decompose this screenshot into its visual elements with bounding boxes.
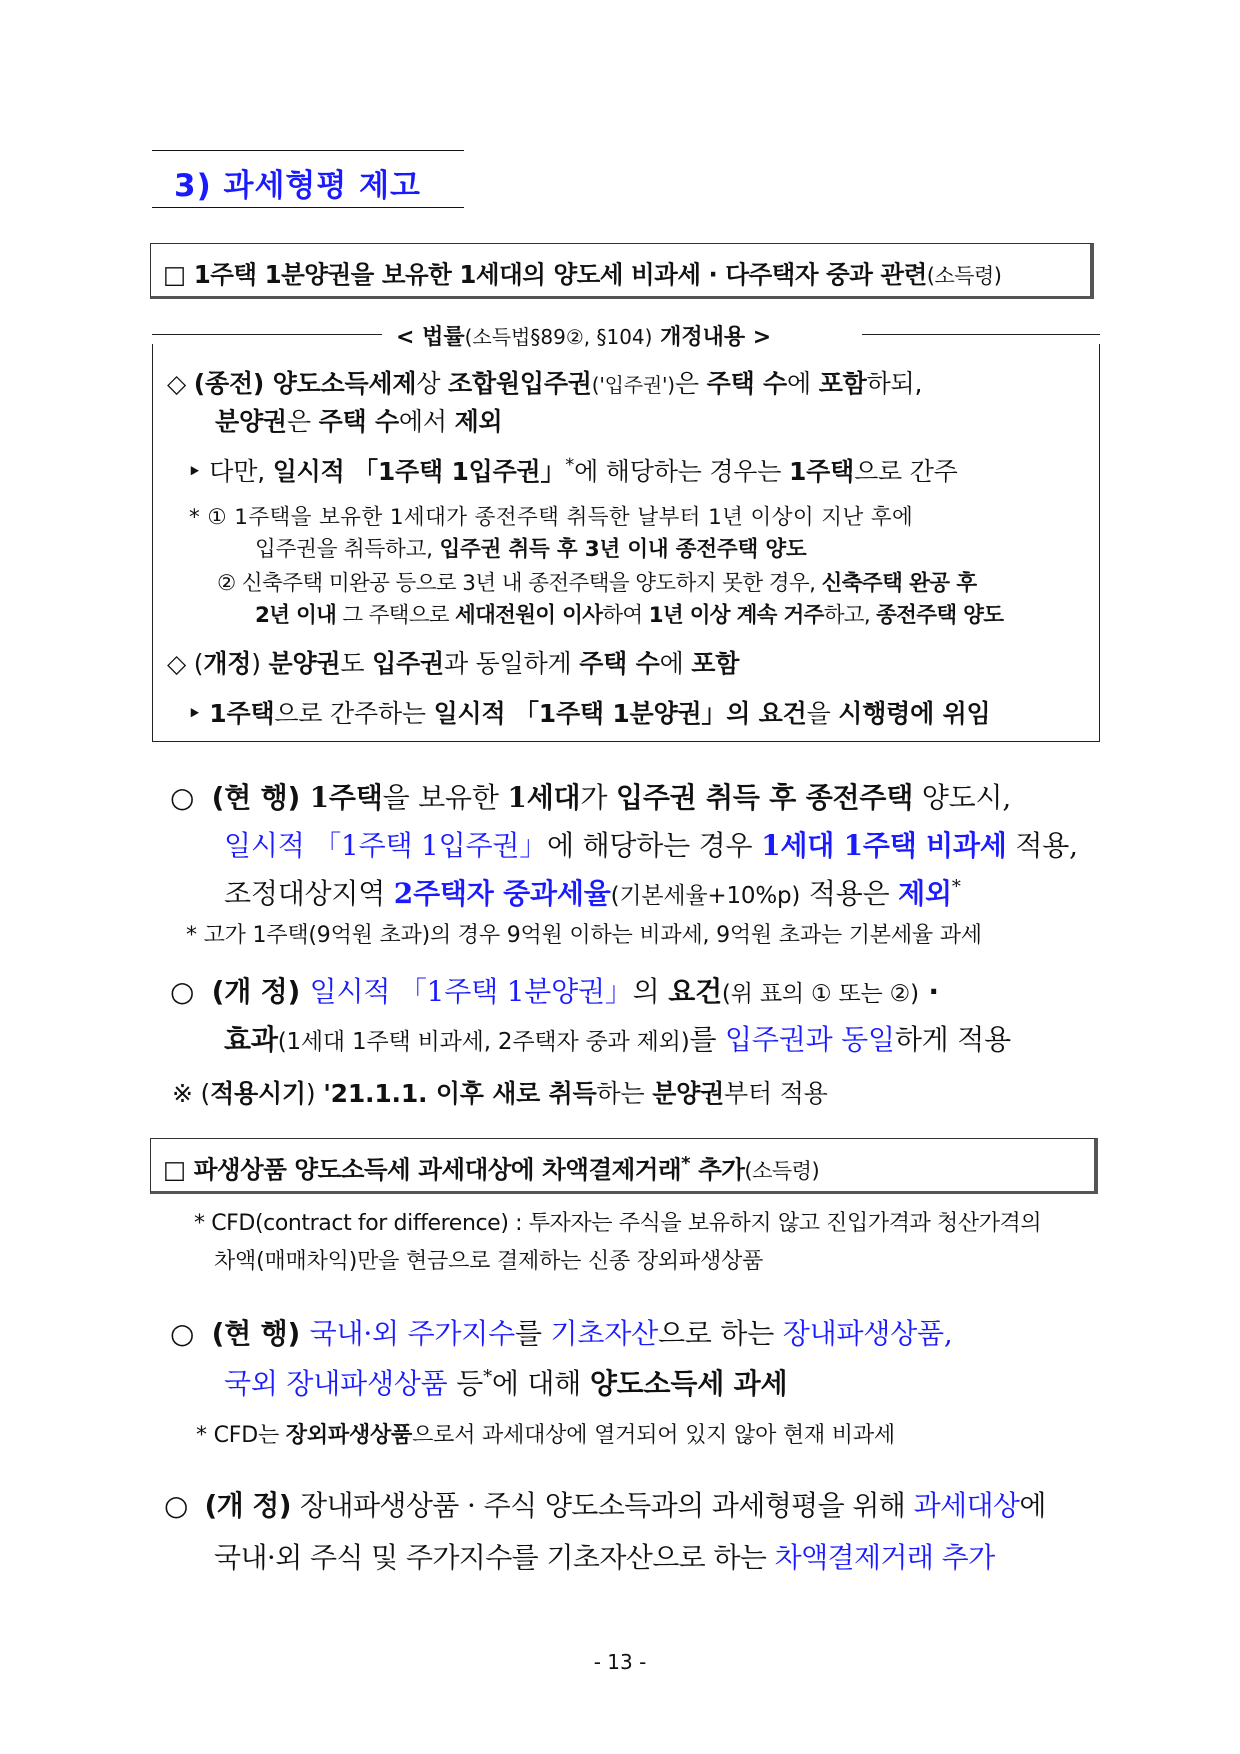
heading-1 <box>150 243 1094 299</box>
heading-2: □ 파생상품 양도소득세 과세대상에 차액결제거래* 추가(소득령) <box>150 1138 1098 1194</box>
section-title: 3) 과세형평 제고 <box>174 168 421 204</box>
law-note-1b: 입주권을 취득하고, 입주권 취득 후 3년 이내 종전주택 양도 <box>255 537 807 562</box>
p1-line-1: ○ (현 행) 1주택을 보유한 1세대가 입주권 취득 후 종전주택 양도시, <box>170 781 1012 814</box>
section-title-box <box>152 150 464 208</box>
p5-line-2: 국내·외 주식 및 주가지수를 기초자산으로 하는 차액결제거래 추가 <box>214 1541 995 1574</box>
heading-1-checkbox: □ <box>163 260 186 289</box>
p2-line-2: 효과(1세대 1주택 비과세, 2주택자 중과 제외)를 입주권과 동일하게 적용 <box>224 1023 1011 1056</box>
heading-2-checkbox: □ <box>163 1155 186 1184</box>
legend-statute: (소득법§89②, §104) <box>464 325 653 349</box>
p3-line: ※ (적용시기) '21.1.1. 이후 새로 취득하는 분양권부터 적용 <box>172 1079 828 1108</box>
p4-line-1: ○ (현 행) 국내·외 주가지수를 기초자산으로 하는 장내파생상품, <box>170 1317 953 1350</box>
law-box <box>152 344 1100 742</box>
p4-note: * CFD는 장외파생상품으로서 과세대상에 열거되어 있지 않아 현재 비과세 <box>196 1423 895 1448</box>
law-line-4: ◇ (개정) 분양권도 입주권과 동일하게 주택 수에 포함 <box>167 649 740 678</box>
legend-label-end: 개정내용 > <box>652 325 772 350</box>
heading-1-suffix: (소득령) <box>926 264 1002 288</box>
cfd-note-line-2: 차액(매매차익)만을 현금으로 결제하는 신종 장외파생상품 <box>214 1249 764 1274</box>
law-line-1: ◇ (종전) 양도소득세제상 조합원입주권('입주권')은 주택 수에 포함하되, <box>167 369 923 398</box>
p1-line-2: 일시적 「1주택 1입주권」에 해당하는 경우 1세대 1주택 비과세 적용, <box>224 829 1078 862</box>
law-note-2a: ② 신축주택 미완공 등으로 3년 내 종전주택을 양도하지 못한 경우, 신축주택 완공 후 <box>217 571 977 596</box>
law-note-2b: 2년 이내 그 주택으로 세대전원이 이사하여 1년 이상 계속 거주하고, 종전주택 양도 <box>255 603 1004 628</box>
p4-line-2: 국외 장내파생상품 등*에 대해 양도소득세 과세 <box>224 1366 788 1400</box>
legend-line-left <box>152 334 382 335</box>
legend-line-right <box>862 334 1100 335</box>
heading-1-text: 1주택 1분양권을 보유한 1세대의 양도세 비과세 · 다주택자 중과 관련 <box>193 260 927 289</box>
heading-2-text: 파생상품 양도소득세 과세대상에 차액결제거래 <box>193 1155 682 1184</box>
page-number: - 13 - <box>593 1650 647 1674</box>
p1-line-3: 조정대상지역 2주택자 중과세율(기본세율+10%p) 적용은 제외* <box>224 876 961 910</box>
law-line-3: ‣ 다만, 일시적 「1주택 1입주권」*에 해당하는 경우는 1주택으로 간주 <box>187 454 958 486</box>
law-line-2: 분양권은 주택 수에서 제외 <box>215 407 503 436</box>
p1-note: * 고가 1주택(9억원 초과)의 경우 9억원 이하는 비과세, 9억원 초과는 기본세율 과세 <box>186 923 982 948</box>
legend-label: < 법률 <box>396 325 465 350</box>
heading-2-suffix: (소득령) <box>744 1159 820 1183</box>
p2-line-1: ○ (개 정) 일시적 「1주택 1분양권」의 요건(위 표의 ① 또는 ②) · <box>170 975 939 1008</box>
law-box-legend <box>152 322 1100 350</box>
law-line-5: ‣ 1주택으로 간주하는 일시적 「1주택 1분양권」의 요건을 시행령에 위임 <box>187 699 991 728</box>
law-note-1a: * ① 1주택을 보유한 1세대가 종전주택 취득한 날부터 1년 이상이 지난 후에 <box>189 505 914 530</box>
cfd-note-line-1: * CFD(contract for difference) : 투자자는 주식을 보유하지 않고 진입가격과 청산가격의 <box>194 1211 1042 1236</box>
p5-line-1: ○ (개 정) 장내파생상품 · 주식 양도소득과의 과세형평을 위해 과세대상에 <box>164 1489 1046 1522</box>
